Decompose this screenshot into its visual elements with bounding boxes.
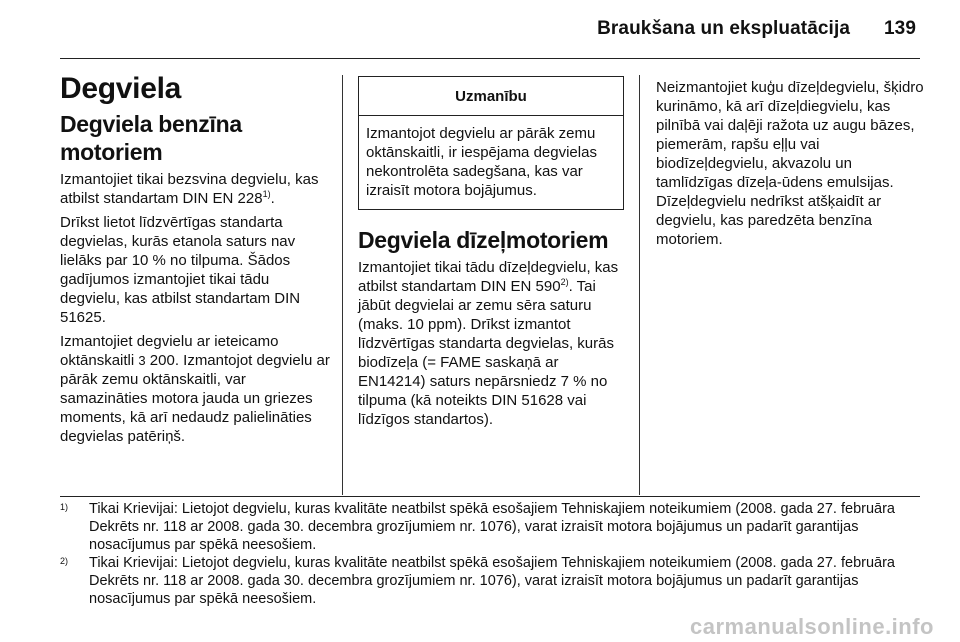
page-reference-link[interactable]: 3 200	[138, 352, 175, 369]
column-divider-1	[342, 75, 343, 495]
page-heading: Degviela	[60, 72, 181, 105]
column-divider-2	[639, 75, 640, 495]
footnotes	[60, 500, 926, 608]
footnote-ref-1[interactable]: 1)	[262, 189, 271, 199]
arrow-reference-icon: 3	[138, 353, 146, 368]
section-heading-diesel: Degviela dīzeļmotoriem	[358, 227, 609, 253]
column-3	[656, 78, 928, 254]
section-title: Braukšana un ekspluatācija	[597, 18, 850, 39]
footnote-text: Tikai Krievijai: Lietojot degvielu, kuras kvalitāte neatbilst spēkā esošajiem Tehniskajiem noteikumiem (2008. gada 27. februāra Dekrēts nr. 118 ar 2008. gada 30. decembra grozījumiem nr. 1076), varat izraisīt motora bojājumus un padarīt garantijas nosacījumus par spēkā neesošiem.	[89, 501, 895, 553]
footnote-number: 1)	[60, 502, 69, 512]
paragraph-diesel-2: Neizmantojiet kuģu dīzeļdegvielu, šķidro kurināmo, kā arī dīzeļdiegvielu, kas pilnībā vai daļēji ražota uz augu bāzes, piemerām, rapšu eļļu vai biodīzeļdegvielu, akvazolu un tamlīdzīgas dīzeļa-ūdens emulsijas. Dīzeļdegvielu nedrīkst atšķaidīt ar degvielu, kas paredzēta benzīna motoriem.	[656, 79, 924, 248]
paragraph-petrol-1: Izmantojiet tikai bezsvina degvielu, kas atbilst standartam DIN EN 228$^{1)}$.	[60, 171, 319, 207]
warning-box	[358, 76, 624, 210]
paragraph-diesel-1: Izmantojiet tikai tādu dīzeļdegvielu, kas atbilst standartam DIN EN 590$^{2)}$. Tai jābūt degvielai ar zemu sēra saturu (maks. 10 ppm). Drīkst izmantot līdzvērtīgas standarta degvielas, kurās biodīzeļa (= FAME saskaņā ar EN14214) saturs nepārsniedz 7 % no tilpuma (kā noteikts DIN 51628 vai līdzīgos standartos).	[358, 259, 619, 428]
warning-text: Izmantojot degvielu ar pārāk zemu oktānskaitli, ir iespējama degvielas nekontrolēta sadegšana, kas var izraisīt motora bojājumus.	[366, 125, 597, 199]
section-heading-petrol: Degviela benzīna motoriem	[60, 111, 242, 165]
footnote-ref-2[interactable]: 2)	[560, 277, 569, 287]
warning-title: Uzmanību	[359, 77, 623, 116]
paragraph-petrol-3: Izmantojiet degvielu ar ieteicamo oktānskaitli 3 200. Izmantojot degvielu ar pārāk zemu oktānskaitli, var samazināties motora jauda un griezes moments, kā arī nedaudz palielināties degvielas patēriņš.	[60, 333, 330, 445]
footnote-number: 2)	[60, 556, 69, 566]
column-1	[60, 72, 332, 451]
footnote-text: Tikai Krievijai: Lietojot degvielu, kuras kvalitāte neatbilst spēkā esošajiem Tehniskajiem noteikumiem (2008. gada 27. februāra Dekrēts nr. 118 ar 2008. gada 30. decembra grozījumiem nr. 1076), varat izraisīt motora bojājumus un padarīt garantijas nosacījumus par spēkā neesošiem.	[89, 555, 895, 607]
footnote-1	[60, 500, 926, 554]
watermark: carmanualsonline.info	[690, 614, 934, 639]
column-2	[358, 76, 624, 434]
page-number: 139	[883, 18, 916, 39]
page-header	[597, 18, 916, 40]
footnote-2	[60, 554, 926, 608]
footnote-rule	[60, 496, 920, 497]
paragraph-petrol-2: Drīkst lietot līdzvērtīgas standarta degvielas, kurās etanola saturs nav lielāks par 10 % no tilpuma. Šādos gadījumos izmantojiet tikai tādu degvielu, kas atbilst standartam DIN 51625.	[60, 214, 301, 326]
header-rule	[60, 58, 920, 59]
